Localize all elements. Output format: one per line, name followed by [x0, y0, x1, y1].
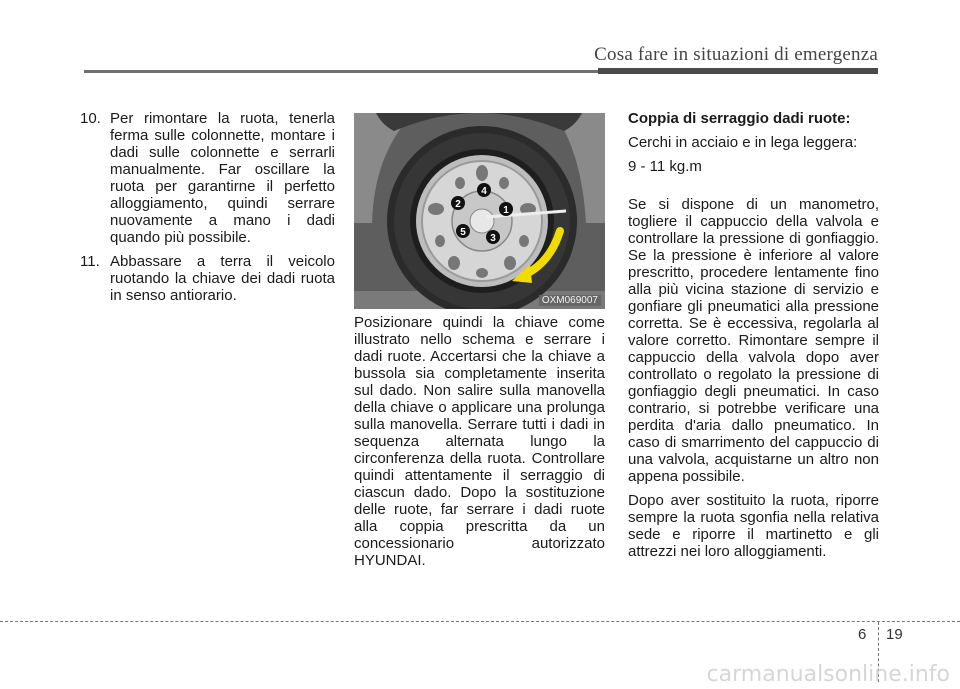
- footer-rule: [0, 621, 960, 622]
- nut-number-5: 5: [460, 227, 466, 238]
- figure-code: OXM069007: [539, 295, 601, 306]
- step-text: Abbassare a terra il veicolo ruotando la chiave dei dadi ruota in senso antiorario.: [110, 253, 335, 304]
- watermark: carmanualsonline.info: [706, 662, 950, 687]
- wheel-diagram: [354, 113, 605, 309]
- column-3: [628, 110, 879, 567]
- nut-number-2: 2: [455, 199, 461, 210]
- spacer: [628, 182, 879, 196]
- chapter-number: 6: [858, 626, 867, 643]
- section-title: Cosa fare in situazioni di emergenza: [594, 44, 878, 65]
- tightening-instructions: Posizionare quindi la chiave come illustrato nello schema e serrare i dadi ruote. Accertarsi che la chiave a bussola sia completamente inserita sul dado. Non salire sulla manovella della chiave o applicare una prolunga sulla manovella. Serrare tutti i dadi in sequenza alternata lungo la circonferenza della ruota. Controllare quindi attentamente il serraggio di ciascun dado. Dopo la sostituzione delle ruote, far serrare i dadi ruote alla coppia prescritta da un concessionario autorizzato HYUNDAI.: [354, 314, 605, 569]
- pressure-paragraph: Se si dispone di un manometro, togliere il cappuccio della valvola e controllare la pressione di gonfiaggio. Se la pressione è inferiore al valore prescritto, procedere lentamente fino alla più vicina stazione di servizio e gonfiare gli pneumatici alla pressione corretta. Se è eccessiva, regolarla al valore corretto. Rimontare sempre il cappuccio della valvola dopo aver controllato o regolato la pressione di gonfiaggio degli pneumatici. In caso contrario, si potrebbe verificare una perdita d'aria dallo pneumatico. In caso di smarrimento del cappuccio di una valvola, acquistarne un altro non appena possibile.: [628, 196, 879, 485]
- torque-heading: Coppia di serraggio dadi ruote:: [628, 110, 851, 127]
- step-number: 10.: [80, 110, 101, 127]
- step-number: 11.: [80, 253, 100, 270]
- step-11: [80, 253, 335, 304]
- wheel-illustration: [354, 113, 605, 309]
- column-2: [354, 314, 605, 576]
- column-1: [80, 110, 335, 311]
- nut-number-4: 4: [481, 186, 487, 197]
- nut-number-3: 3: [490, 233, 496, 244]
- torque-value: 9 - 11 kg.m: [628, 158, 702, 175]
- header-rule-accent: [598, 68, 878, 74]
- step-10: [80, 110, 335, 246]
- step-text: Per rimontare la ruota, tenerla ferma sulle colonnette, montare i dadi sulle colonnette e serrarli manualmente. Far oscillare la ruota per garantirne il perfetto alloggiamento, quindi serrare nuovamente a mano i dadi quando più possibile.: [110, 110, 335, 246]
- storage-paragraph: Dopo aver sostituito la ruota, riporre sempre la ruota sgonfia nella relativa sede e riporre il martinetto e gli attrezzi nei loro alloggiamenti.: [628, 492, 879, 560]
- rims-label: Cerchi in acciaio e in lega leggera:: [628, 134, 858, 151]
- nut-number-1: 1: [503, 205, 509, 216]
- page-number: 19: [886, 626, 903, 643]
